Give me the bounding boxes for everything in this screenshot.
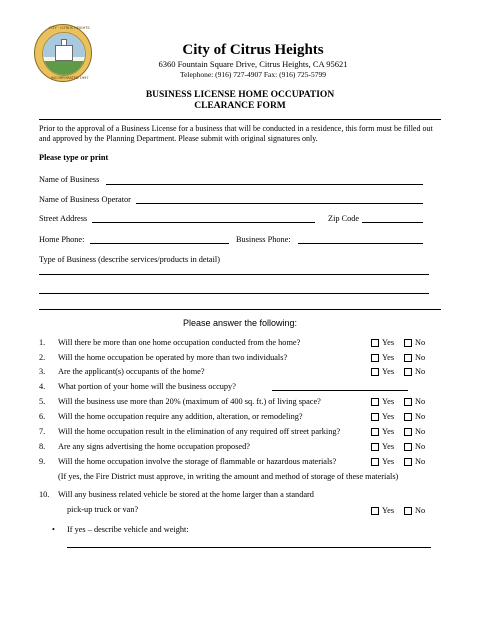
- name-of-operator-field[interactable]: [136, 203, 423, 204]
- question-6-no-checkbox[interactable]: [404, 413, 412, 421]
- question-7-yes-checkbox[interactable]: [371, 428, 379, 436]
- home-phone-label: Home Phone:: [39, 235, 85, 244]
- question-1-no-checkbox[interactable]: [404, 339, 412, 347]
- question-6-yes-label: Yes: [382, 412, 395, 421]
- question-1-text: Will there be more than one home occupation conducted from the home?: [58, 338, 301, 347]
- city-address: 6360 Fountain Square Drive, Citrus Heights, CA 95621: [158, 59, 348, 69]
- question-1-number: 1.: [39, 338, 46, 347]
- question-3-yes-checkbox[interactable]: [371, 368, 379, 376]
- business-phone-label: Business Phone:: [236, 235, 291, 244]
- question-10-yes-checkbox[interactable]: [371, 507, 379, 515]
- q10-continuation: pick-up truck or van?: [67, 505, 139, 514]
- question-8-no-checkbox[interactable]: [404, 443, 412, 451]
- question-5-yes-checkbox[interactable]: [371, 398, 379, 406]
- type-of-business-field-line2[interactable]: [39, 293, 429, 294]
- q10-bullet-text: If yes – describe vehicle and weight:: [67, 525, 189, 534]
- question-2-yes-label: Yes: [382, 353, 395, 362]
- question-8-no-label: No: [415, 442, 426, 451]
- question-9-no-checkbox[interactable]: [404, 458, 412, 466]
- question-2-no-label: No: [415, 353, 426, 362]
- question-6-yes-checkbox[interactable]: [371, 413, 379, 421]
- question-8-yes-label: Yes: [382, 442, 395, 451]
- form-title-line1: BUSINESS LICENSE HOME OCCUPATION: [145, 90, 335, 100]
- bullet-icon: •: [52, 525, 55, 534]
- question-3-text: Are the applicant(s) occupants of the home?: [58, 367, 205, 376]
- questions-heading: Please answer the following:: [182, 318, 298, 328]
- question-8-text: Are any signs advertising the home occupation proposed?: [58, 442, 250, 451]
- question-8-number: 8.: [39, 442, 46, 451]
- seal-top-text: CITY · CITRUS HEIGHTS: [49, 26, 90, 30]
- question-1-yes-checkbox[interactable]: [371, 339, 379, 347]
- form-title-line2: CLEARANCE FORM: [194, 101, 286, 111]
- question-6-no-label: No: [415, 412, 426, 421]
- question-2-text: Will the home occupation be operated by more than two individuals?: [58, 353, 288, 362]
- question-5-text: Will the business use more than 20% (maximum of 400 sq. ft.) of living space?: [58, 397, 321, 406]
- type-of-business-field-line1[interactable]: [39, 274, 429, 275]
- question-7-no-label: No: [415, 427, 426, 436]
- question-3-number: 3.: [39, 367, 46, 376]
- question-6-text: Will the home occupation require any addition, alteration, or remodeling?: [58, 412, 303, 421]
- question-4-answer-field[interactable]: [272, 390, 408, 391]
- question-1-yes-label: Yes: [382, 338, 395, 347]
- question-10-text: Will any business related vehicle be stored at the home larger than a standard: [58, 490, 314, 499]
- question-4-number: 4.: [39, 382, 46, 391]
- street-address-label: Street Address: [39, 214, 88, 223]
- city-phones: Telephone: (916) 727-4907 Fax: (916) 725-5799: [180, 70, 326, 79]
- section-divider: [39, 309, 441, 310]
- question-9-number: 9.: [39, 457, 46, 466]
- question-5-no-checkbox[interactable]: [404, 398, 412, 406]
- name-of-business-field[interactable]: [106, 184, 423, 185]
- question-10-no-label: No: [415, 506, 426, 515]
- question-2-number: 2.: [39, 353, 46, 362]
- question-5-yes-label: Yes: [382, 397, 395, 406]
- please-type-label: Please type or print: [39, 153, 109, 162]
- top-divider: [39, 119, 441, 120]
- question-5-no-label: No: [415, 397, 426, 406]
- question-3-no-label: No: [415, 367, 426, 376]
- question-9-yes-checkbox[interactable]: [371, 458, 379, 466]
- question-9-text: Will the home occupation involve the storage of flammable or hazardous materials?: [58, 457, 337, 466]
- question-2-yes-checkbox[interactable]: [371, 354, 379, 362]
- type-of-business-label: Type of Business (describe services/products in detail): [39, 255, 220, 264]
- question-8-yes-checkbox[interactable]: [371, 443, 379, 451]
- question-10-yes-label: Yes: [382, 506, 395, 515]
- question-1-no-label: No: [415, 338, 426, 347]
- intro-text: Prior to the approval of a Business License for a business that will be conducted in a residence, this form must be filled out and approved by the Planning Department. Please submit with original signatures only.: [39, 124, 433, 143]
- question-7-text: Will the home occupation result in the elimination of any required off street parking?: [58, 427, 341, 436]
- home-phone-field[interactable]: [90, 243, 229, 244]
- question-7-number: 7.: [39, 427, 46, 436]
- question-6-number: 6.: [39, 412, 46, 421]
- zip-code-field[interactable]: [362, 222, 423, 223]
- vehicle-description-field[interactable]: [67, 547, 431, 548]
- question-9-no-label: No: [415, 457, 426, 466]
- seal-bottom-text: INCORPORATED 1997: [51, 76, 89, 80]
- question-7-yes-label: Yes: [382, 427, 395, 436]
- question-3-yes-label: Yes: [382, 367, 395, 376]
- street-address-field[interactable]: [92, 222, 315, 223]
- q9-note: (If yes, the Fire District must approve, in writing the amount and method of storage of these materials): [58, 472, 399, 481]
- name-of-business-label: Name of Business: [39, 175, 100, 184]
- question-9-yes-label: Yes: [382, 457, 395, 466]
- question-5-number: 5.: [39, 397, 46, 406]
- zip-code-label: Zip Code: [328, 214, 360, 223]
- question-2-no-checkbox[interactable]: [404, 354, 412, 362]
- question-10-number: 10.: [39, 490, 50, 499]
- city-name: City of Citrus Heights: [182, 42, 324, 58]
- business-phone-field[interactable]: [298, 243, 423, 244]
- question-7-no-checkbox[interactable]: [404, 428, 412, 436]
- name-of-operator-label: Name of Business Operator: [39, 195, 131, 204]
- question-4-text: What portion of your home will the business occupy?: [58, 382, 236, 391]
- question-10-no-checkbox[interactable]: [404, 507, 412, 515]
- question-3-no-checkbox[interactable]: [404, 368, 412, 376]
